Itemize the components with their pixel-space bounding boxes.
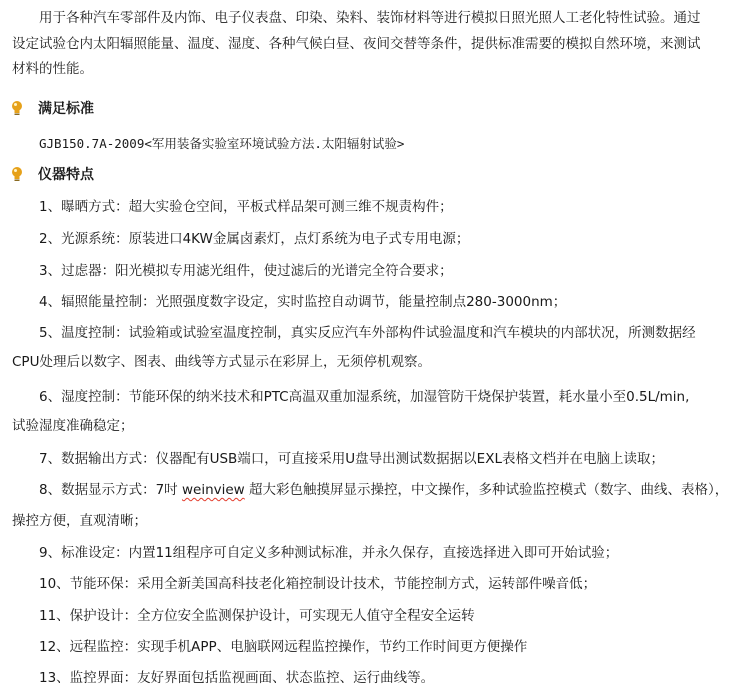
feature-item-8-cont: 操控方便，直观清晰； [12,513,147,529]
intro-line-3: 材料的性能。 [12,61,93,77]
feature-item-11: 11、保护设计：全方位安全监测保护设计，可实现无人值守全程安全运转 [39,608,475,624]
lightbulb-icon [10,100,24,118]
feature-item-6-cont: 试验湿度准确稳定； [12,418,134,434]
feature-item-8-rest: 超大彩色触摸屏显示操控，中文操作，多种试验监控模式（数字、曲线、表格）， [249,482,729,498]
standard-text: GJB150.7A-2009<军用装备实验室环境试验方法.太阳辐射试验> [39,136,405,151]
intro-line-1: 用于各种汽车零部件及内饰、电子仪表盘、印染、染料、装饰材料等进行模拟日照光照人工老化特性试验。通过 [39,10,701,26]
features-heading-text: 仪器特点 [38,167,94,183]
feature-item-5-cont: CPU处理后以数字、图表、曲线等方式显示在彩屏上，无须停机观察。 [12,354,431,370]
feature-item-8 [39,480,728,500]
feature-item-10: 10、节能环保：采用全新美国高科技老化箱控制设计技术，节能控制方式，运转部件噪音低； [39,576,597,592]
feature-item-2: 2、光源系统：原装进口4KW金属卤素灯，点灯系统为电子式专用电源； [39,231,470,247]
feature-item-6: 6、湿度控制：节能环保的纳米技术和PTC高温双重加湿系统，加湿管防干烧保护装置，耗水量小至0.5L/min, [39,389,690,405]
standard-heading [10,99,94,119]
feature-item-1: 1、曝晒方式：超大实验仓空间，平板式样品架可测三维不规责构件； [39,199,453,215]
lightbulb-icon [10,166,24,184]
intro-line-2: 设定试验仓内太阳辐照能量、温度、湿度、各种气候白昼、夜间交替等条件，提供标准需要的模拟自然环境，来测试 [12,35,701,52]
standard-heading-text: 满足标准 [38,101,94,117]
brand-name: weinview [181,482,245,498]
intro-paragraph [12,6,738,83]
feature-item-4: 4、辐照能量控制：光照强度数字设定，实时监控自动调节，能量控制点280-3000nm； [39,294,567,310]
feature-item-8-prefix: 8、数据显示方式：7吋 [39,482,178,498]
features-heading [10,165,94,185]
feature-item-9: 9、标准设定：内置11组程序可自定义多种测试标准，并永久保存，直接选择进入即可开始试验； [39,545,619,561]
feature-item-13: 13、监控界面：友好界面包括监视画面、状态监控、运行曲线等。 [39,670,435,686]
feature-item-3: 3、过虑器：阳光模拟专用滤光组件，使过滤后的光谱完全符合要求； [39,263,453,279]
feature-item-5: 5、温度控制：试验箱或试验室温度控制，真实反应汽车外部构件试验温度和汽车模块的内部状况，所测数据经 [39,325,696,341]
feature-item-12: 12、远程监控：实现手机APP、电脑联网远程监控操作，节约工作时间更方便操作 [39,639,528,655]
feature-item-7: 7、数据输出方式：仪器配有USB端口，可直接采用U盘导出测试数据据以EXL表格文档并在电脑上读取； [39,451,664,467]
